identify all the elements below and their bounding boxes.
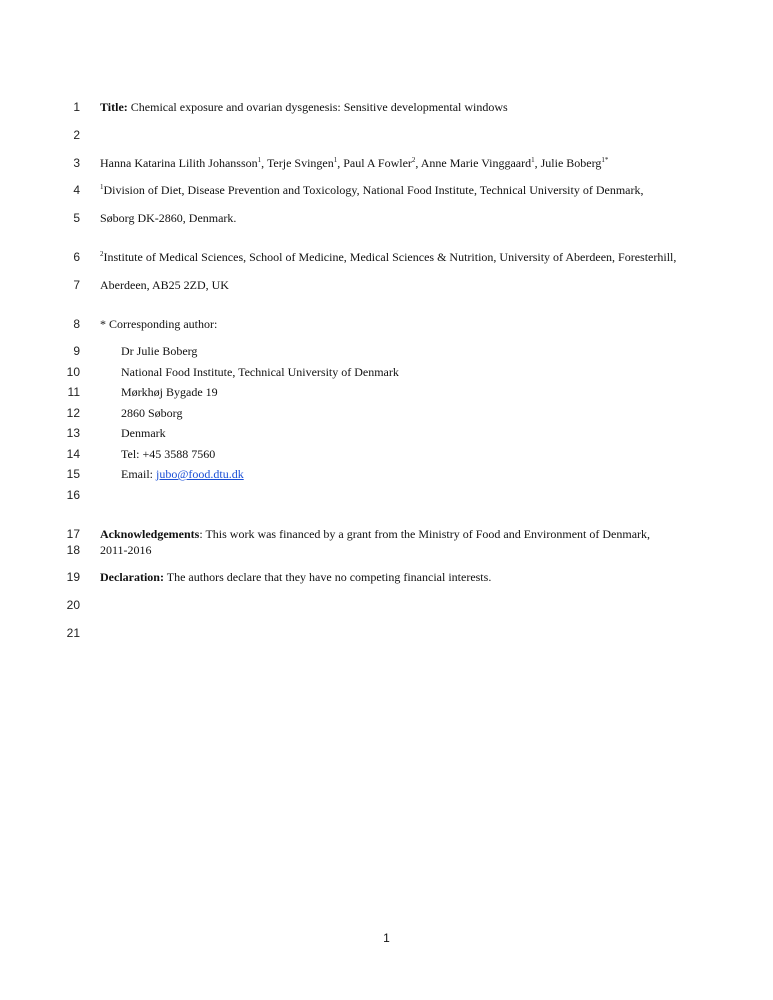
line-number: 6	[73, 250, 80, 264]
affiliation-2	[100, 250, 676, 264]
email-label: Email:	[121, 467, 156, 481]
line-number: 12	[66, 406, 80, 420]
line-number: 20	[66, 598, 80, 612]
declaration-text: The authors declare that they have no competing financial interests.	[163, 570, 492, 584]
acknowledgements-text: : This work was financed by a grant from the Ministry of Food and Environment of Denmark,	[199, 527, 651, 541]
author-affiliation-mark: 1	[257, 156, 262, 164]
author-separator: ,	[534, 156, 541, 170]
contact-phone: Tel: +45 3588 7560	[121, 447, 216, 461]
author-separator: ,	[415, 156, 421, 170]
declaration	[100, 570, 491, 584]
acknowledgements-line-2: 2011-2016	[100, 543, 152, 557]
line-number: 9	[73, 344, 80, 358]
line-number: 18	[66, 543, 80, 557]
line-number: 21	[66, 626, 80, 640]
line-number: 14	[66, 447, 80, 461]
corresponding-author-heading: * Corresponding author:	[100, 317, 218, 331]
affiliation-mark: 1	[100, 183, 104, 191]
author-affiliation-mark: 1	[531, 156, 535, 164]
affiliation-mark: 2	[100, 250, 104, 258]
line-number: 11	[67, 385, 80, 399]
affiliation-2-line-1: Institute of Medical Sciences, School of Medicine, Medical Sciences & Nutrition, University of Aberdeen, Foresterhill,	[103, 250, 677, 264]
acknowledgements-label: Acknowledgements	[100, 527, 200, 541]
page-number: 1	[383, 931, 390, 945]
author-affiliation-mark: 1	[333, 156, 338, 164]
affiliation-1-line-2: Søborg DK-2860, Denmark.	[100, 211, 237, 225]
line-number: 15	[66, 467, 80, 481]
line-number: 2	[73, 128, 80, 142]
contact-name: Dr Julie Boberg	[121, 344, 198, 358]
contact-institute: National Food Institute, Technical University of Denmark	[121, 365, 399, 379]
affiliation-1-line-1: Division of Diet, Disease Prevention and Toxicology, National Food Institute, Technical University of Denmark,	[103, 183, 644, 197]
author-separator: ,	[261, 156, 267, 170]
author-name: Hanna Katarina Lilith Johansson	[100, 156, 258, 170]
line-number: 7	[73, 278, 80, 292]
line-number: 10	[66, 365, 80, 379]
contact-city: 2860 Søborg	[121, 406, 183, 420]
line-number: 5	[73, 211, 80, 225]
contact-street: Mørkhøj Bygade 19	[121, 385, 218, 399]
contact-country: Denmark	[121, 426, 166, 440]
line-number: 8	[73, 317, 80, 331]
acknowledgements	[100, 527, 650, 541]
author-separator: ,	[337, 156, 344, 170]
declaration-label: Declaration:	[100, 570, 164, 584]
author-name: Anne Marie Vinggaard	[420, 156, 532, 170]
affiliation-2-line-2: Aberdeen, AB25 2ZD, UK	[100, 278, 229, 292]
author-name: Paul A Fowler	[343, 156, 412, 170]
line-number: 13	[66, 426, 80, 440]
contact-email	[121, 467, 244, 481]
paper-title	[100, 100, 508, 114]
author-list	[100, 156, 608, 170]
author-name: Julie Boberg	[540, 156, 602, 170]
line-number: 19	[66, 570, 80, 584]
title-label: Title:	[100, 100, 128, 114]
email-link[interactable]: jubo@food.dtu.dk	[156, 467, 244, 481]
author-name: Terje Svingen	[266, 156, 334, 170]
line-number: 3	[73, 156, 80, 170]
line-number: 16	[66, 488, 80, 502]
line-number: 1	[73, 100, 80, 114]
line-number: 4	[73, 183, 80, 197]
author-affiliation-mark: 2	[411, 156, 416, 164]
author-affiliation-mark: 1*	[601, 156, 609, 164]
title-text: Chemical exposure and ovarian dysgenesis: Sensitive developmental windows	[127, 100, 508, 114]
affiliation-1	[100, 183, 644, 197]
line-number: 17	[66, 527, 80, 541]
